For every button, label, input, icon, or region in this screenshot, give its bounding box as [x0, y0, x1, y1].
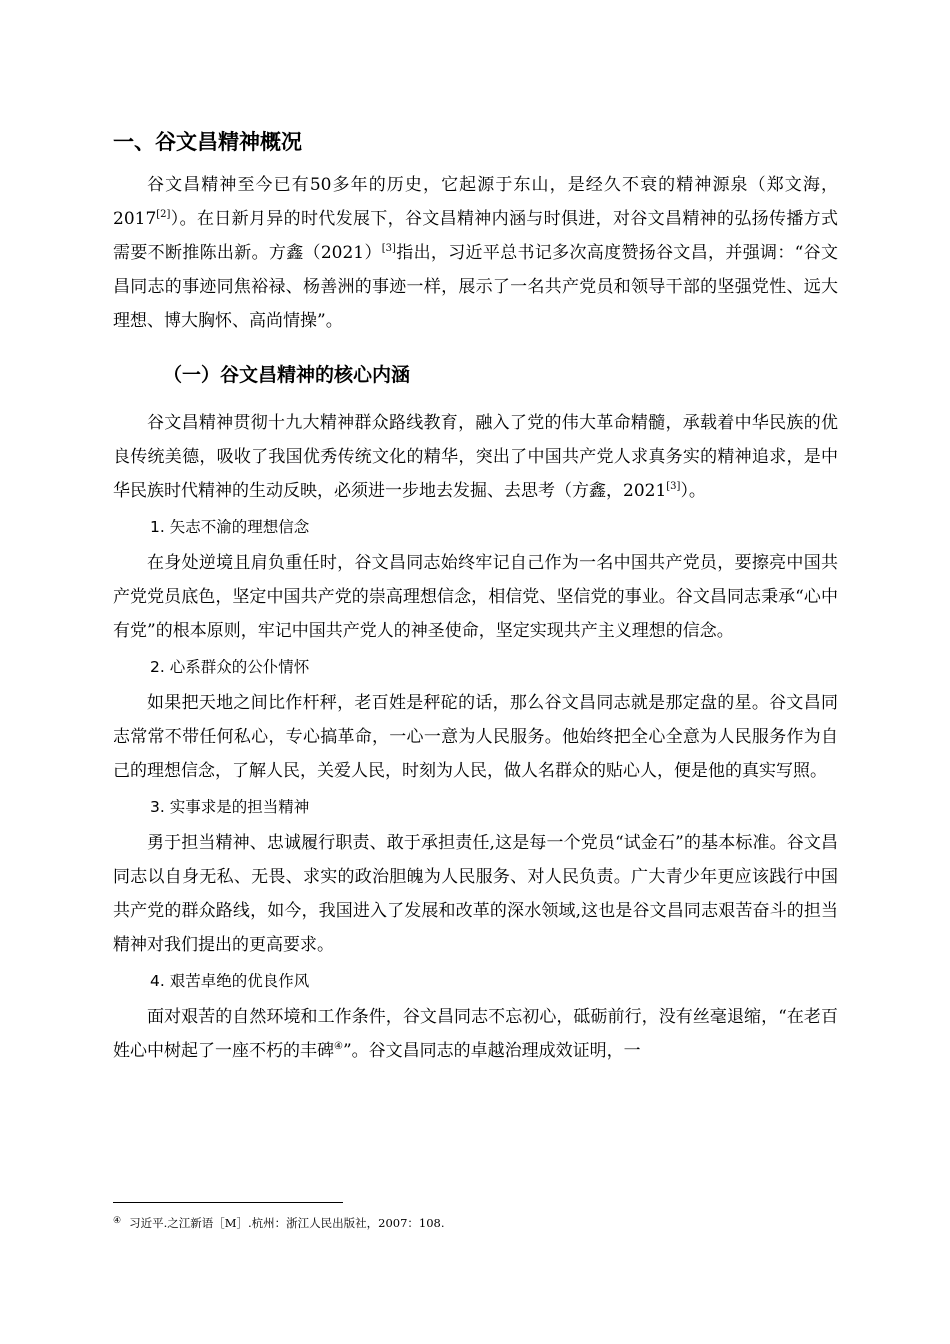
footnote-divider [113, 1202, 343, 1203]
intro-text-3: 指出，习近平总书记多次高度赞扬谷文昌，并强调：“谷文昌同志的事迹同焦裕禄、杨善洲的事迹一样，展示了一名共产党员和领导干部的坚强党性、远大理想、博大胸怀、高尚情操”。 [113, 243, 838, 331]
subsection-title: （一）谷文昌精神的核心内涵 [163, 364, 411, 386]
footnote-mark: ④ [113, 1216, 122, 1226]
intro-paragraph [113, 168, 838, 338]
item-paragraph-4 [113, 1000, 838, 1068]
citation-3: [3] [381, 243, 396, 254]
footnote-ref: ④ [334, 1041, 343, 1052]
core-text-2: ）。 [680, 481, 706, 501]
item-heading-4: 4. 艰苦卓绝的优良作风 [150, 972, 310, 990]
item-heading-2: 2. 心系群众的公仆情怀 [150, 658, 310, 676]
footnote [113, 1212, 445, 1232]
intro-text-2: ）。在日新月异的时代发展下，谷文昌精神内涵与时俱进，对谷文昌精神的弘扬传播方式需要不断推陈出新。方鑫（2021） [113, 209, 838, 263]
item-heading-1: 1. 矢志不渝的理想信念 [150, 518, 310, 536]
footnote-text: 习近平.之江新语［M］.杭州：浙江人民出版社，2007：108. [129, 1216, 445, 1230]
item-heading-3: 3. 实事求是的担当精神 [150, 798, 310, 816]
item-paragraph-2: 如果把天地之间比作杆秤，老百姓是秤砣的话，那么谷文昌同志就是那定盘的星。谷文昌同志常常不带任何私心，专心搞革命，一心一意为人民服务。他始终把全心全意为人民服务作为自己的理想信念，了解人民，关爱人民，时刻为人民，做人名群众的贴心人，便是他的真实写照。 [113, 693, 838, 781]
core-paragraph [113, 406, 838, 508]
intro-text-1: 谷文昌精神至今已有50多年的历史，它起源于东山，是经久不衰的精神源泉（郑文海，2017 [113, 175, 838, 229]
page-body [113, 126, 838, 1074]
item-paragraph-3: 勇于担当精神、忠诚履行职责、敢于承担责任,这是每一个党员“试金石”的基本标准。谷文昌同志以自身无私、无畏、求实的政治胆魄为人民服务、对人民负责。广大青少年更应该践行中国共产党的群众路线，如今，我国进入了发展和改革的深水领域,这也是谷文昌同志艰苦奋斗的担当精神对我们提出的更高要求。 [113, 833, 838, 955]
citation-2: [2] [156, 209, 171, 220]
core-text-1: 谷文昌精神贯彻十九大精神群众路线教育，融入了党的伟大革命精髓，承载着中华民族的优良传统美德，吸收了我国优秀传统文化的精华，突出了中国共产党人求真务实的精神追求，是中华民族时代精神的生动反映，必须进一步地去发掘、去思考（方鑫，2021 [113, 413, 838, 501]
item-4-text-2: ”。谷文昌同志的卓越治理成效证明，一 [342, 1041, 641, 1061]
item-4-text-1: 面对艰苦的自然环境和工作条件，谷文昌同志不忘初心，砥砺前行，没有丝毫退缩，“在老百姓心中树起了一座不朽的丰碑 [113, 1007, 838, 1061]
citation-3: [3] [666, 481, 681, 492]
item-paragraph-1: 在身处逆境且肩负重任时，谷文昌同志始终牢记自己作为一名中国共产党员，要擦亮中国共产党党员底色，坚定中国共产党的崇高理想信念，相信党、坚信党的事业。谷文昌同志秉承“心中有党”的根本原则，牢记中国共产党人的神圣使命，坚定实现共产主义理想的信念。 [113, 553, 838, 641]
section-title: 一、谷文昌精神概况 [113, 130, 302, 154]
